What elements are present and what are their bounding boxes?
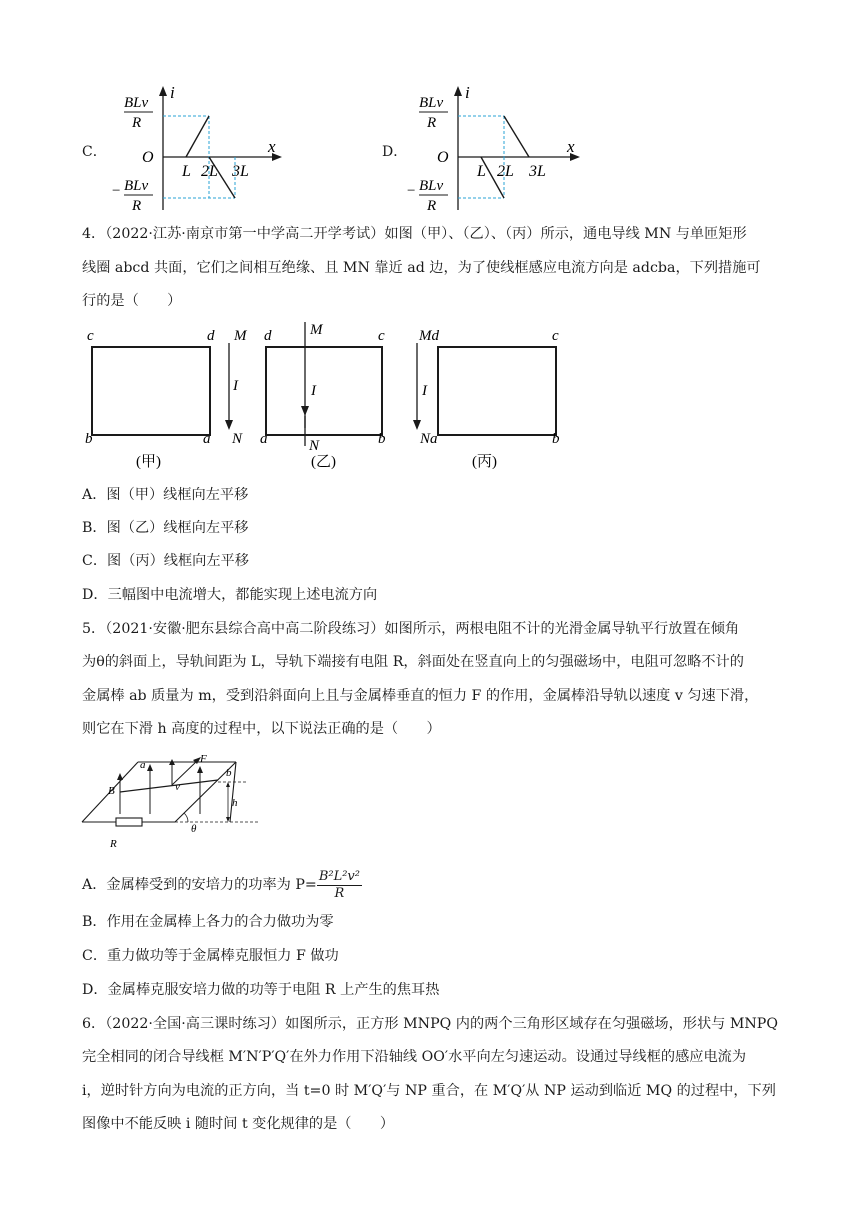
bing-Na: Na [420, 431, 438, 447]
label-F: F [200, 753, 207, 765]
q4-stem-line3: 行的是（ ） [82, 293, 182, 309]
yi-I: I [311, 383, 316, 399]
bing-caption: (丙) [472, 454, 497, 470]
yi-M: M [310, 322, 323, 338]
q4-option-a[interactable]: A．图（甲）线框向左平移 [82, 487, 249, 503]
y-axis-label: i [465, 83, 470, 102]
jia-d: d [207, 328, 215, 344]
formula-denominator: R [334, 885, 345, 901]
option-d-label[interactable]: D． [382, 144, 408, 160]
x-axis-label: x [567, 137, 575, 156]
label-h: h [232, 797, 238, 809]
jia-c: c [87, 328, 94, 344]
q4-stem-line2: 线圈 abcd 共面，它们之间相互绝缘、且 MN 靠近 ad 边，为了使线框感应电流方向是 adcba，下列措施可 [82, 260, 761, 276]
q4-figure [80, 320, 580, 480]
yi-d: d [264, 328, 272, 344]
bing-c: c [552, 328, 559, 344]
jia-N: N [232, 431, 243, 447]
q4-option-b[interactable]: B．图（乙）线框向左平移 [82, 520, 249, 536]
x-axis-label: x [268, 137, 276, 156]
tick-L: L [182, 163, 191, 180]
tick-3L: 3L [529, 163, 546, 180]
y-top-den: R [427, 115, 437, 131]
y-axis-label: i [170, 83, 175, 102]
minus-sign: − [112, 183, 121, 199]
q5-option-a[interactable] [82, 865, 362, 905]
option-c-label[interactable]: C． [82, 144, 107, 160]
label-theta: θ [191, 823, 197, 835]
q5-option-c[interactable]: C．重力做功等于金属棒克服恒力 F 做功 [82, 948, 339, 964]
y-top-den: R [132, 115, 142, 131]
q4-stem-line1: 4．（2022·江苏·南京市第一中学高二开学考试）如图（甲）、（乙）、（丙）所示，通电导线 MN 与单匝矩形 [82, 226, 747, 242]
y-bot-num: BLv [124, 178, 149, 194]
graph-option-d [405, 82, 590, 212]
yi-caption: (乙) [311, 454, 336, 470]
y-bot-num: BLv [419, 178, 444, 194]
q5-figure [80, 752, 260, 857]
y-bot-den: R [427, 198, 437, 212]
yi-a: a [260, 431, 268, 447]
label-R: R [110, 838, 117, 850]
bing-b: b [552, 431, 560, 447]
jia-I: I [233, 378, 238, 394]
q5-stem-line3: 金属棒 ab 质量为 m，受到沿斜面向上且与金属棒垂直的恒力 F 的作用，金属棒沿导轨以速度 v 匀速下滑， [82, 688, 759, 704]
tick-3L: 3L [232, 163, 249, 180]
tick-2L: 2L [201, 163, 218, 180]
y-top-num: BLv [419, 95, 444, 111]
graph-option-c [110, 82, 290, 212]
power-formula [317, 869, 362, 902]
jia-b: b [85, 431, 93, 447]
q4-option-d[interactable]: D．三幅图中电流增大，都能实现上述电流方向 [82, 587, 378, 603]
bing-I: I [422, 383, 427, 399]
q5-option-b[interactable]: B．作用在金属棒上各力的合力做功为零 [82, 914, 334, 930]
q6-stem-line4: 图像中不能反映 i 随时间 t 变化规律的是（ ） [82, 1116, 395, 1132]
q5-stem-line4: 则它在下滑 h 高度的过程中，以下说法正确的是（ ） [82, 721, 441, 737]
yi-b: b [378, 431, 386, 447]
q6-stem-line3: i，逆时针方向为电流的正方向，当 t=0 时 M′Q′与 NP 重合，在 M′Q′从 NP 运动到临近 MQ 的过程中，下列 [82, 1083, 776, 1099]
jia-caption: (甲) [136, 454, 161, 470]
q5-stem-line2: 为θ的斜面上，导轨间距为 L，导轨下端接有电阻 R，斜面处在竖直向上的匀强磁场中，电阻可忽略不计的 [82, 654, 744, 670]
jia-M: M [234, 328, 247, 344]
minus-sign: − [407, 183, 416, 199]
y-top-num: BLv [124, 95, 149, 111]
q5-option-a-text: A．金属棒受到的安培力的功率为 P= [82, 877, 317, 893]
origin-label: O [142, 149, 154, 166]
tick-2L: 2L [497, 163, 514, 180]
jia-a: a [203, 431, 211, 447]
q6-stem-line1: 6．（2022·全国·高三课时练习）如图所示，正方形 MNPQ 内的两个三角形区域存在匀强磁场，形状与 MNPQ [82, 1016, 778, 1032]
label-a: a [140, 759, 146, 771]
yi-c: c [378, 328, 385, 344]
formula-numerator: B²L²v² [318, 868, 360, 884]
y-bot-den: R [132, 198, 142, 212]
tick-L: L [477, 163, 486, 180]
origin-label: O [437, 149, 449, 166]
q5-stem-line1: 5．（2021·安徽·肥东县综合高中高二阶段练习）如图所示，两根电阻不计的光滑金属导轨平行放置在倾角 [82, 621, 740, 637]
q4-option-c[interactable]: C．图（丙）线框向左平移 [82, 553, 249, 569]
label-B: B [108, 785, 115, 797]
bing-Md: Md [419, 328, 439, 344]
label-v: v [175, 781, 180, 793]
q5-option-d[interactable]: D．金属棒克服安培力做的功等于电阻 R 上产生的焦耳热 [82, 982, 440, 998]
q6-stem-line2: 完全相同的闭合导线框 M′N′P′Q′在外力作用下沿轴线 OO′水平向左匀速运动。设通过导线框的感应电流为 [82, 1049, 747, 1065]
label-b: b [226, 767, 232, 779]
yi-N: N [309, 438, 320, 454]
